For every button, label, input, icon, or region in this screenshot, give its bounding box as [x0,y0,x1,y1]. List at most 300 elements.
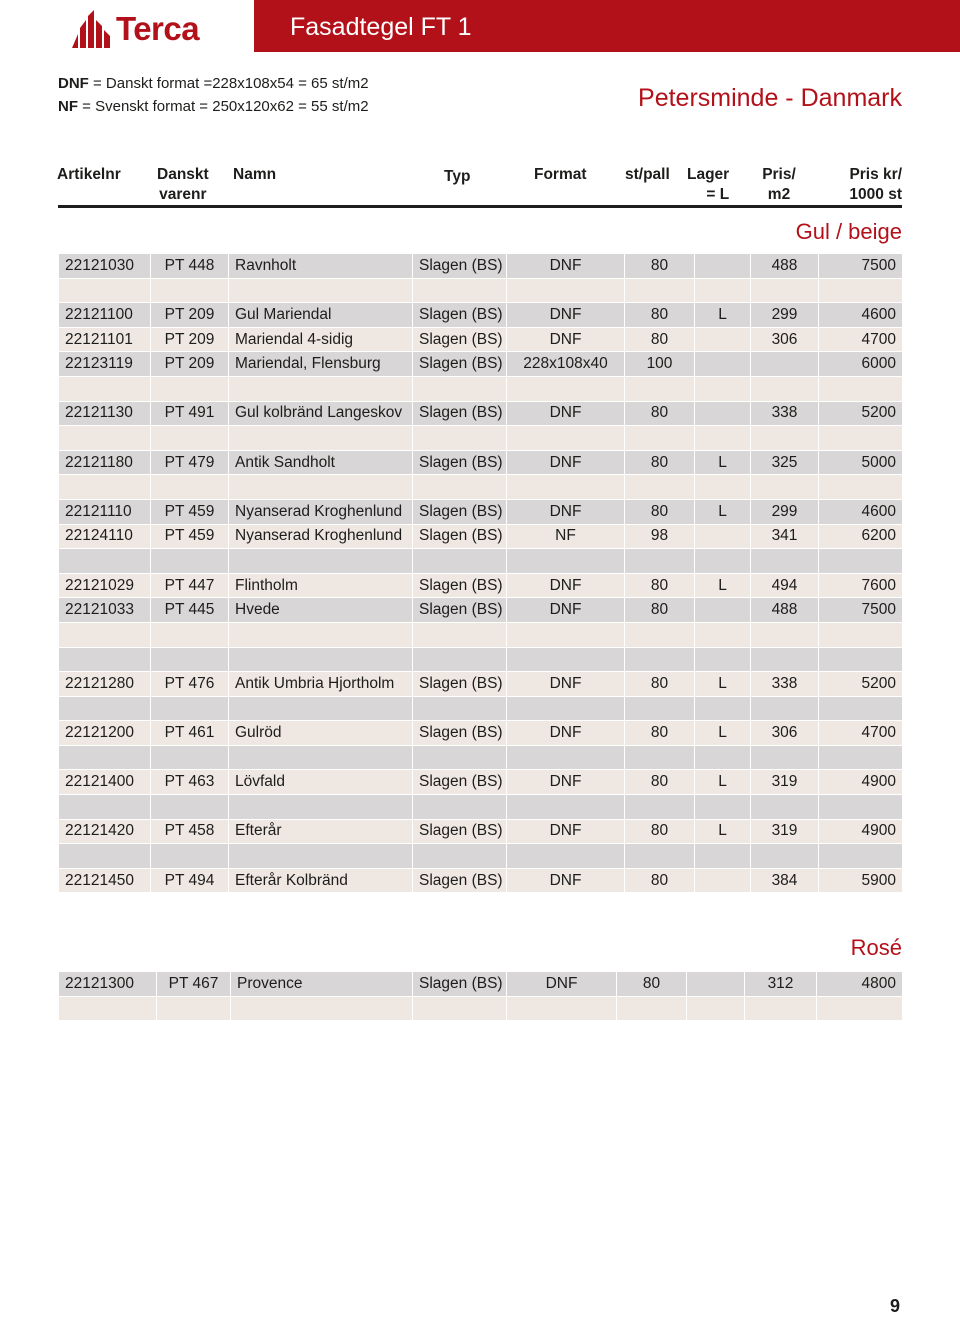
format-cell: DNF [507,254,625,279]
pris-1000-cell [819,475,903,500]
table-row [59,622,903,647]
stpall-cell: 80 [625,401,695,426]
stpall-cell [625,696,695,721]
table-row [59,450,903,475]
pris-1000-cell: 5200 [819,672,903,697]
namn-cell [229,426,413,451]
pris-m2-cell [751,844,819,869]
format-cell: NF [507,524,625,549]
pris-1000-cell: 4600 [819,303,903,328]
varenr-cell: PT 463 [151,770,229,795]
brand-name: Terca [116,10,200,47]
varenr-cell [151,795,229,820]
table-row [59,376,903,401]
namn-cell: Mariendal, Flensburg [229,352,413,377]
pris-m2-cell: 306 [751,721,819,746]
logo [0,0,254,52]
format-cell [507,278,625,303]
table-row [59,598,903,623]
stpall-cell: 80 [625,868,695,893]
pris-m2-cell [751,745,819,770]
table-row [59,696,903,721]
col-danskt-varenr: Danskt varenr [157,166,209,203]
stpall-cell [625,647,695,672]
lager-cell: L [695,499,751,524]
format-cell: DNF [507,499,625,524]
table-row [59,499,903,524]
varenr-cell: PT 476 [151,672,229,697]
lager-cell [695,475,751,500]
typ-cell: Slagen (BS) [413,672,507,697]
format-cell: DNF [507,401,625,426]
namn-cell: Gulröd [229,721,413,746]
table-row [59,647,903,672]
table-row [59,573,903,598]
artikelnr-cell [59,996,157,1021]
pris-m2-cell [751,549,819,574]
typ-cell: Slagen (BS) [413,972,507,997]
pris-m2-cell: 319 [751,819,819,844]
namn-cell [229,622,413,647]
lager-cell [695,647,751,672]
format-cell: DNF [507,573,625,598]
varenr-cell [157,996,231,1021]
lager-cell [695,376,751,401]
lager-cell: L [695,721,751,746]
table-row [59,819,903,844]
namn-cell [229,278,413,303]
artikelnr-cell: 22121130 [59,401,151,426]
format-cell: DNF [507,972,617,997]
namn-cell: Gul kolbränd Langeskov [229,401,413,426]
format-cell: DNF [507,327,625,352]
artikelnr-cell: 22121400 [59,770,151,795]
namn-cell: Gul Mariendal [229,303,413,328]
varenr-cell [151,376,229,401]
format-cell [507,622,625,647]
product-table-rose [58,971,903,1021]
lager-cell [695,278,751,303]
pris-m2-cell [751,278,819,303]
format-cell [507,696,625,721]
pris-1000-cell [817,996,903,1021]
typ-cell: Slagen (BS) [413,524,507,549]
stpall-cell [625,475,695,500]
pris-m2-cell: 488 [751,598,819,623]
lager-cell [695,598,751,623]
pris-1000-cell: 4900 [819,819,903,844]
artikelnr-cell [59,475,151,500]
stpall-cell [625,278,695,303]
table-row [59,254,903,279]
typ-cell [413,844,507,869]
table-row [59,672,903,697]
artikelnr-cell [59,376,151,401]
pris-m2-cell [751,696,819,721]
artikelnr-cell [59,426,151,451]
stpall-cell: 80 [625,770,695,795]
lager-cell [695,524,751,549]
col-stpall: st/pall [625,166,670,183]
typ-cell: Slagen (BS) [413,499,507,524]
table-row [59,426,903,451]
pris-m2-cell: 384 [751,868,819,893]
varenr-cell: PT 479 [151,450,229,475]
varenr-cell [151,844,229,869]
typ-cell: Slagen (BS) [413,819,507,844]
format-cell [507,549,625,574]
artikelnr-cell: 22123119 [59,352,151,377]
namn-cell: Efterår Kolbränd [229,868,413,893]
lager-cell [695,868,751,893]
artikelnr-cell: 22121280 [59,672,151,697]
namn-cell [229,844,413,869]
pris-1000-cell [819,426,903,451]
pris-1000-cell: 4900 [819,770,903,795]
format-cell: DNF [507,868,625,893]
pris-m2-cell [745,996,817,1021]
artikelnr-cell: 22124110 [59,524,151,549]
namn-cell [229,475,413,500]
table-row [59,278,903,303]
table-row [59,401,903,426]
pris-m2-cell: 341 [751,524,819,549]
table-row [59,745,903,770]
artikelnr-cell [59,647,151,672]
lager-cell [695,327,751,352]
table-row [59,996,903,1021]
pris-m2-cell: 319 [751,770,819,795]
format-note-dnf: DNF = Danskt format =228x108x54 = 65 st/m2 [58,75,369,92]
table-row [59,549,903,574]
pris-m2-cell [751,352,819,377]
format-cell [507,745,625,770]
format-cell: DNF [507,598,625,623]
stpall-cell: 80 [625,254,695,279]
typ-cell: Slagen (BS) [413,303,507,328]
table-row [59,770,903,795]
pris-m2-cell [751,647,819,672]
col-namn: Namn [233,166,277,183]
pris-1000-cell: 7600 [819,573,903,598]
col-artikelnr: Artikelnr [57,166,121,183]
pris-1000-cell [819,376,903,401]
format-cell: DNF [507,450,625,475]
table-row [59,327,903,352]
table-row [59,352,903,377]
typ-cell: Slagen (BS) [413,352,507,377]
page-number: 9 [889,1296,900,1316]
lager-cell: L [695,303,751,328]
format-cell: DNF [507,770,625,795]
table-row [59,868,903,893]
table-row [59,795,903,820]
stpall-cell: 80 [625,721,695,746]
stpall-cell: 80 [625,327,695,352]
format-note-nf: NF = Svenskt format = 250x120x62 = 55 st/m2 [58,98,369,115]
varenr-cell [151,696,229,721]
pris-1000-cell: 4800 [817,972,903,997]
varenr-cell: PT 467 [157,972,231,997]
typ-cell [413,426,507,451]
namn-cell [229,795,413,820]
typ-cell: Slagen (BS) [413,598,507,623]
pris-m2-cell: 299 [751,499,819,524]
pris-m2-cell: 494 [751,573,819,598]
product-table-gul-beige [58,253,903,893]
varenr-cell: PT 458 [151,819,229,844]
format-cell [507,475,625,500]
namn-cell: Antik Umbria Hjortholm [229,672,413,697]
artikelnr-cell [59,549,151,574]
terca-logo-icon [70,8,112,48]
typ-cell [413,475,507,500]
pris-m2-cell: 312 [745,972,817,997]
varenr-cell: PT 461 [151,721,229,746]
table-row [59,303,903,328]
varenr-cell: PT 448 [151,254,229,279]
lager-cell [695,426,751,451]
varenr-cell: PT 445 [151,598,229,623]
lager-cell [695,549,751,574]
typ-cell [413,278,507,303]
stpall-cell [625,795,695,820]
stpall-cell [625,549,695,574]
page-subtitle: Petersminde - Danmark [638,84,902,112]
format-cell [507,795,625,820]
col-pris-1000: Pris kr/ 1000 st [849,166,902,203]
artikelnr-cell [59,622,151,647]
typ-cell [413,647,507,672]
section-title-rose: Rosé [850,935,902,960]
namn-cell: Efterår [229,819,413,844]
pris-m2-cell [751,622,819,647]
pris-1000-cell: 6000 [819,352,903,377]
varenr-cell: PT 209 [151,303,229,328]
typ-cell [413,745,507,770]
pris-m2-cell [751,426,819,451]
varenr-cell: PT 447 [151,573,229,598]
lager-cell [687,996,745,1021]
pris-1000-cell [819,278,903,303]
stpall-cell: 98 [625,524,695,549]
artikelnr-cell [59,844,151,869]
varenr-cell: PT 209 [151,327,229,352]
pris-m2-cell: 299 [751,303,819,328]
varenr-cell [151,745,229,770]
pris-m2-cell [751,376,819,401]
stpall-cell: 80 [625,598,695,623]
stpall-cell: 80 [625,819,695,844]
typ-cell [413,622,507,647]
typ-cell: Slagen (BS) [413,254,507,279]
artikelnr-cell: 22121180 [59,450,151,475]
format-cell [507,996,617,1021]
format-cell [507,376,625,401]
format-cell [507,647,625,672]
typ-cell [413,996,507,1021]
lager-cell [695,795,751,820]
format-cell: DNF [507,303,625,328]
section-title-gul-beige: Gul / beige [795,219,902,244]
pris-m2-cell: 306 [751,327,819,352]
pris-1000-cell [819,745,903,770]
lager-cell: L [695,573,751,598]
artikelnr-cell: 22121300 [59,972,157,997]
artikelnr-cell: 22121033 [59,598,151,623]
stpall-cell: 80 [625,303,695,328]
typ-cell [413,696,507,721]
pris-m2-cell [751,795,819,820]
varenr-cell: PT 494 [151,868,229,893]
stpall-cell [625,376,695,401]
pris-1000-cell [819,549,903,574]
pris-1000-cell [819,844,903,869]
col-lager: Lager = L [687,166,730,203]
title-band [254,0,960,52]
pris-1000-cell: 4700 [819,721,903,746]
varenr-cell [151,647,229,672]
typ-cell [413,795,507,820]
namn-cell [231,996,413,1021]
stpall-cell [617,996,687,1021]
table-row [59,524,903,549]
typ-cell [413,549,507,574]
table-row [59,721,903,746]
pris-1000-cell: 7500 [819,598,903,623]
stpall-cell: 80 [625,499,695,524]
typ-cell: Slagen (BS) [413,327,507,352]
lager-cell [695,745,751,770]
lager-cell [695,696,751,721]
lager-cell [695,844,751,869]
format-cell: DNF [507,672,625,697]
artikelnr-cell: 22121450 [59,868,151,893]
typ-cell: Slagen (BS) [413,868,507,893]
format-cell: DNF [507,721,625,746]
varenr-cell [151,278,229,303]
varenr-cell: PT 491 [151,401,229,426]
table-row [59,972,903,997]
col-pris-m2: Pris/ m2 [762,166,796,203]
stpall-cell [625,844,695,869]
typ-cell: Slagen (BS) [413,450,507,475]
namn-cell: Nyanserad Kroghenlund [229,524,413,549]
lager-cell: L [695,672,751,697]
typ-cell: Slagen (BS) [413,401,507,426]
pris-1000-cell: 7500 [819,254,903,279]
stpall-cell: 80 [625,450,695,475]
header-rule [58,205,902,208]
namn-cell [229,696,413,721]
varenr-cell [151,622,229,647]
varenr-cell: PT 209 [151,352,229,377]
stpall-cell [625,745,695,770]
varenr-cell [151,475,229,500]
lager-cell: L [695,450,751,475]
lager-cell [695,622,751,647]
namn-cell: Antik Sandholt [229,450,413,475]
lager-cell [687,972,745,997]
pris-1000-cell: 5000 [819,450,903,475]
pris-1000-cell: 6200 [819,524,903,549]
stpall-cell [625,622,695,647]
namn-cell: Ravnholt [229,254,413,279]
pris-m2-cell: 488 [751,254,819,279]
artikelnr-cell: 22121110 [59,499,151,524]
pris-1000-cell: 4600 [819,499,903,524]
col-format: Format [534,166,587,183]
lager-cell [695,254,751,279]
namn-cell [229,745,413,770]
typ-cell: Slagen (BS) [413,721,507,746]
pris-1000-cell [819,622,903,647]
table-row [59,844,903,869]
artikelnr-cell [59,745,151,770]
namn-cell [229,376,413,401]
artikelnr-cell [59,696,151,721]
namn-cell: Nyanserad Kroghenlund [229,499,413,524]
varenr-cell [151,549,229,574]
varenr-cell: PT 459 [151,499,229,524]
artikelnr-cell: 22121029 [59,573,151,598]
namn-cell [229,549,413,574]
lager-cell [695,401,751,426]
artikelnr-cell: 22121101 [59,327,151,352]
pris-m2-cell: 338 [751,401,819,426]
typ-cell: Slagen (BS) [413,573,507,598]
format-cell [507,426,625,451]
stpall-cell [625,426,695,451]
artikelnr-cell: 22121200 [59,721,151,746]
lager-cell: L [695,770,751,795]
pris-1000-cell: 5200 [819,401,903,426]
stpall-cell: 80 [617,972,687,997]
artikelnr-cell [59,795,151,820]
artikelnr-cell [59,278,151,303]
artikelnr-cell: 22121100 [59,303,151,328]
format-cell: 228x108x40 [507,352,625,377]
varenr-cell [151,426,229,451]
pris-m2-cell: 325 [751,450,819,475]
namn-cell [229,647,413,672]
pris-1000-cell [819,795,903,820]
namn-cell: Lövfald [229,770,413,795]
format-cell: DNF [507,819,625,844]
namn-cell: Flintholm [229,573,413,598]
namn-cell: Mariendal 4-sidig [229,327,413,352]
format-cell [507,844,625,869]
stpall-cell: 80 [625,672,695,697]
artikelnr-cell: 22121420 [59,819,151,844]
typ-cell: Slagen (BS) [413,770,507,795]
col-typ: Typ [444,168,471,185]
pris-1000-cell [819,647,903,672]
pris-1000-cell [819,696,903,721]
table-row [59,475,903,500]
stpall-cell: 100 [625,352,695,377]
pris-1000-cell: 5900 [819,868,903,893]
page-title: Fasadtegel FT 1 [290,13,472,41]
namn-cell: Hvede [229,598,413,623]
pris-m2-cell [751,475,819,500]
pris-m2-cell: 338 [751,672,819,697]
lager-cell: L [695,819,751,844]
stpall-cell: 80 [625,573,695,598]
typ-cell [413,376,507,401]
namn-cell: Provence [231,972,413,997]
artikelnr-cell: 22121030 [59,254,151,279]
